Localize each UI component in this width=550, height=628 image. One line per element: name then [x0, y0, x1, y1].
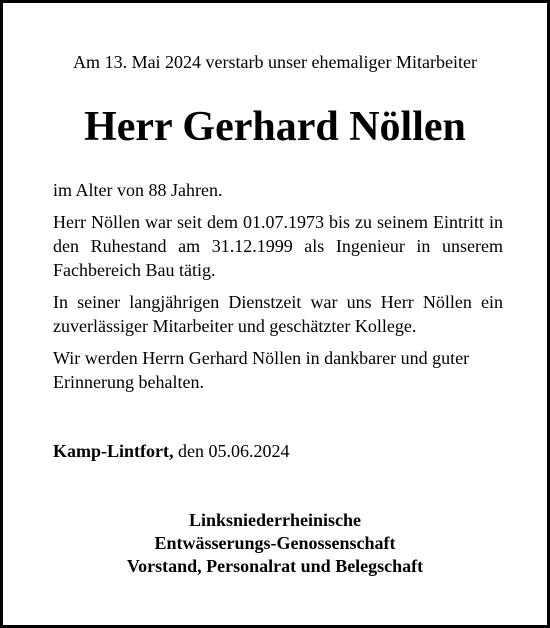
signature-line-cooperative: Entwässerungs-Genossenschaft [154, 533, 396, 553]
signature-line-board: Vorstand, Personalrat und Belegschaft [126, 556, 424, 576]
remembrance-paragraph: Wir werden Herrn Gerhard Nöllen in dankbarer und guter Erinnerung behalten. [53, 348, 470, 392]
signature-block [3, 509, 547, 578]
intro-line: Am 13. Mai 2024 verstarb unser ehemaliger Mitarbeiter [73, 52, 477, 72]
place-name: Kamp-Lintfort, [53, 441, 174, 461]
place-date-line [53, 440, 290, 462]
age-paragraph: im Alter von 88 Jahren. [53, 180, 223, 200]
notice-date: den 05.06.2024 [178, 441, 290, 461]
notice-body [53, 178, 503, 402]
deceased-name: Herr Gerhard Nöllen [84, 104, 466, 150]
career-paragraph: Herr Nöllen war seit dem 01.07.1973 bis zu seinem Eintritt in den Ruhestand am 31.12.1999 als Ingenieur in unserem Fachbereich Bau tätig. [53, 212, 503, 280]
tribute-paragraph: In seiner langjährigen Dienstzeit war uns Herr Nöllen ein zuverlässiger Mitarbeiter und geschätzter Kollege. [53, 292, 503, 336]
signature-line-organization: Linksniederrheinische [188, 510, 362, 530]
